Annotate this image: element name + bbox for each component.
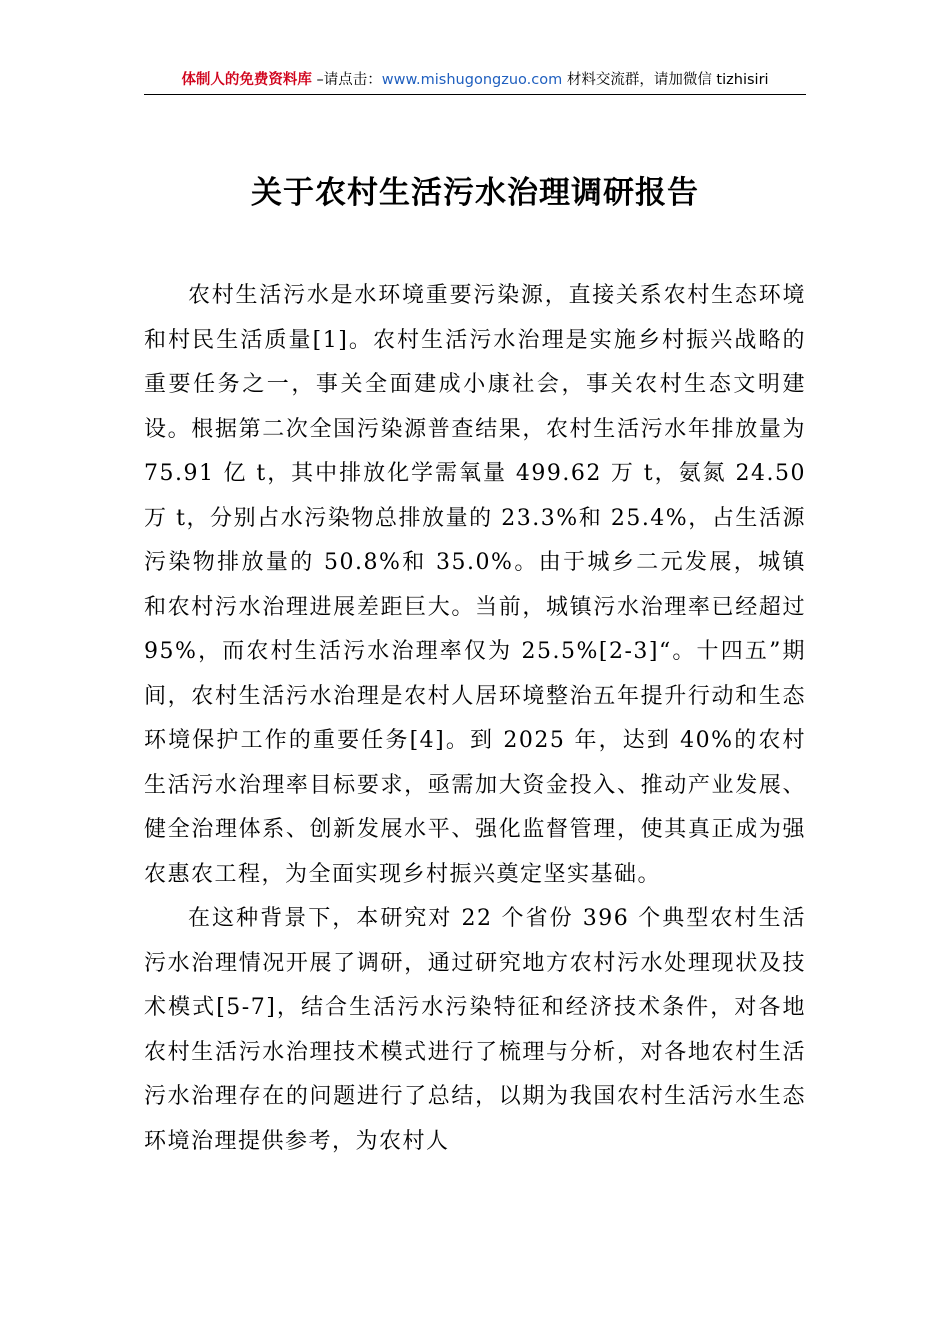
page-header: [144, 68, 806, 95]
header-url-link[interactable]: www.mishugongzuo.com: [381, 72, 563, 88]
header-suffix: 材料交流群，请加微信 tizhisiri: [562, 72, 769, 88]
paragraph-1: 农村生活污水是水环境重要污染源，直接关系农村生态环境和村民生活质量[1]。农村生活污水治理是实施乡村振兴战略的重要任务之一，事关全面建成小康社会，事关农村生态文明建设。根据第二次全国污染源普查结果，农村生活污水年排放量为 75.91 亿 t，其中排放化学需氧量 499.62 万 t，氨氮 24.50 万 t，分别占水污染物总排放量的 23.3%和 25.4%，占生活源污染物排放量的 50.8%和 35.0%。由于城乡二元发展，城镇和农村污水治理进展差距巨大。当前，城镇污水治理率已经超过 95%，而农村生活污水治理率仅为 25.5%[2-3]“。十四五”期间，农村生活污水治理是农村人居环境整治五年提升行动和生态环境保护工作的重要任务[4]。到 2025 年，达到 40%的农村生活污水治理率目标要求，亟需加大资金投入、推动产业发展、健全治理体系、创新发展水平、强化监督管理，使其真正成为强农惠农工程，为全面实现乡村振兴奠定坚实基础。: [144, 283, 806, 887]
header-prefix: –请点击：: [311, 72, 382, 88]
document-body: [144, 274, 806, 1164]
header-brand: 体制人的免费资料库: [181, 72, 312, 88]
document-title: 关于农村生活污水治理调研报告: [251, 175, 699, 211]
paragraph-2: 在这种背景下，本研究对 22 个省份 396 个典型农村生活污水治理情况开展了调研，通过研究地方农村污水处理现状及技术模式[5-7]，结合生活污水污染特征和经济技术条件，对各地农村生活污水治理技术模式进行了梳理与分析，对各地农村生活污水治理存在的问题进行了总结，以期为我国农村生活污水生态环境治理提供参考，为农村人: [144, 906, 806, 1154]
